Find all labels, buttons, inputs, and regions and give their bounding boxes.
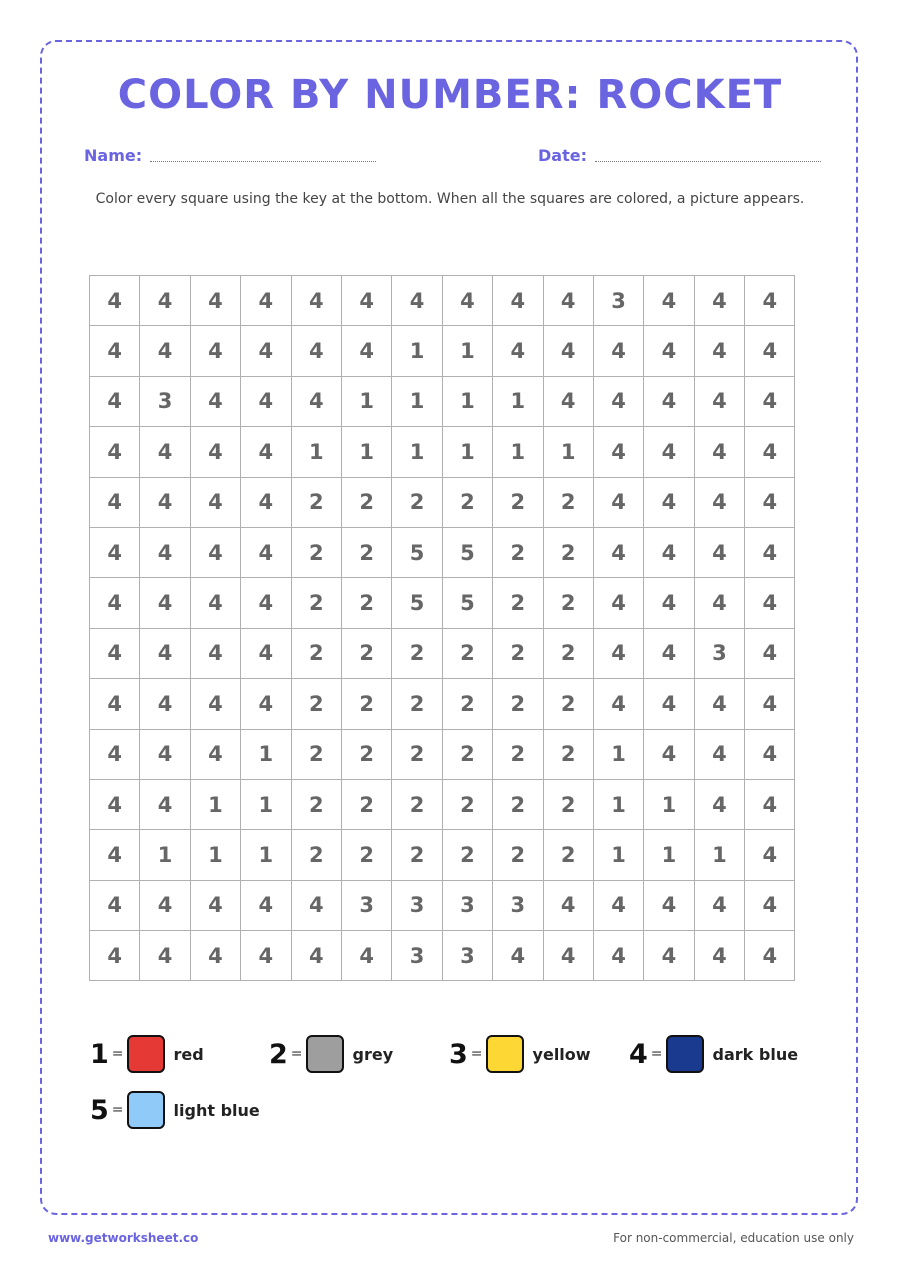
- grid-cell[interactable]: 4: [341, 276, 391, 326]
- grid-cell[interactable]: 2: [341, 729, 391, 779]
- grid-cell[interactable]: 2: [543, 679, 593, 729]
- grid-cell[interactable]: 4: [644, 578, 694, 628]
- grid-cell[interactable]: 4: [493, 326, 543, 376]
- grid-cell[interactable]: 2: [341, 830, 391, 880]
- grid-cell[interactable]: 4: [745, 729, 795, 779]
- date-field[interactable]: [538, 146, 821, 165]
- grid-cell[interactable]: 4: [140, 326, 190, 376]
- grid-cell[interactable]: 4: [140, 729, 190, 779]
- grid-cell[interactable]: 4: [341, 326, 391, 376]
- key-equals: =: [470, 1046, 483, 1062]
- grid-cell[interactable]: 2: [442, 779, 492, 829]
- grid-cell[interactable]: 4: [694, 427, 744, 477]
- grid-cell[interactable]: 2: [392, 729, 442, 779]
- grid-cell[interactable]: 4: [190, 628, 240, 678]
- grid-row: [90, 276, 795, 326]
- grid-row: [90, 931, 795, 981]
- grid-cell[interactable]: 4: [745, 477, 795, 527]
- grid-cell[interactable]: 4: [90, 880, 140, 930]
- grid-cell[interactable]: 4: [241, 578, 291, 628]
- grid-cell[interactable]: 2: [543, 779, 593, 829]
- grid-cell[interactable]: 2: [291, 477, 341, 527]
- grid-cell[interactable]: 2: [493, 830, 543, 880]
- grid-cell[interactable]: 4: [241, 628, 291, 678]
- key-equals: =: [650, 1046, 663, 1062]
- grid-cell[interactable]: 4: [442, 276, 492, 326]
- grid-cell[interactable]: 2: [291, 729, 341, 779]
- grid-cell[interactable]: 1: [442, 427, 492, 477]
- grid-row: [90, 628, 795, 678]
- grid-cell[interactable]: 3: [493, 880, 543, 930]
- usage-notice: For non-commercial, education use only: [613, 1231, 854, 1245]
- grid-cell[interactable]: 4: [694, 578, 744, 628]
- grid-cell[interactable]: 2: [543, 527, 593, 577]
- grid-cell[interactable]: 4: [644, 679, 694, 729]
- grid-cell[interactable]: 2: [291, 527, 341, 577]
- grid-cell[interactable]: 4: [644, 376, 694, 426]
- grid-cell[interactable]: 4: [644, 880, 694, 930]
- grid-cell[interactable]: 1: [241, 830, 291, 880]
- key-number: 5: [90, 1094, 109, 1126]
- grid-cell[interactable]: 4: [291, 880, 341, 930]
- grid-cell[interactable]: 2: [493, 779, 543, 829]
- grid-cell[interactable]: 4: [644, 326, 694, 376]
- grid-cell[interactable]: 2: [442, 628, 492, 678]
- grid-cell[interactable]: 4: [593, 326, 643, 376]
- number-grid: [89, 275, 795, 981]
- grid-cell[interactable]: 2: [442, 477, 492, 527]
- key-item-2: [269, 1035, 393, 1073]
- grid-cell[interactable]: 4: [190, 729, 240, 779]
- grid-cell[interactable]: 4: [241, 326, 291, 376]
- grid-cell[interactable]: 1: [392, 326, 442, 376]
- grid-cell[interactable]: 4: [140, 931, 190, 981]
- grid-cell[interactable]: 4: [90, 628, 140, 678]
- grid-cell[interactable]: 3: [694, 628, 744, 678]
- grid-row: [90, 830, 795, 880]
- key-color-name: grey: [352, 1044, 394, 1064]
- grid-cell[interactable]: 1: [392, 427, 442, 477]
- grid-cell[interactable]: 4: [90, 376, 140, 426]
- grid-cell[interactable]: 2: [493, 628, 543, 678]
- grid-cell[interactable]: 2: [291, 679, 341, 729]
- grid-cell[interactable]: 4: [241, 931, 291, 981]
- grid-cell[interactable]: 4: [694, 276, 744, 326]
- key-item-3: [449, 1035, 591, 1073]
- grid-row: [90, 326, 795, 376]
- grid-cell[interactable]: 4: [90, 427, 140, 477]
- grid-cell[interactable]: 4: [694, 931, 744, 981]
- grid-cell[interactable]: 4: [291, 931, 341, 981]
- grid-cell[interactable]: 2: [543, 578, 593, 628]
- grid-cell[interactable]: 4: [392, 276, 442, 326]
- name-field[interactable]: [84, 146, 376, 165]
- grid-cell[interactable]: 4: [543, 880, 593, 930]
- grid-cell[interactable]: 1: [543, 427, 593, 477]
- grid-cell[interactable]: 2: [341, 578, 391, 628]
- grid-cell[interactable]: 4: [593, 527, 643, 577]
- grid-cell[interactable]: 4: [90, 326, 140, 376]
- grid-cell[interactable]: 2: [392, 779, 442, 829]
- grid-cell[interactable]: 4: [140, 276, 190, 326]
- grid-row: [90, 880, 795, 930]
- grid-cell[interactable]: 3: [392, 880, 442, 930]
- grid-cell[interactable]: 2: [493, 729, 543, 779]
- grid-cell[interactable]: 2: [341, 679, 391, 729]
- grid-cell[interactable]: 1: [140, 830, 190, 880]
- grid-cell[interactable]: 1: [644, 830, 694, 880]
- grid-cell[interactable]: 1: [442, 376, 492, 426]
- grid-cell[interactable]: 4: [745, 578, 795, 628]
- grid-cell[interactable]: 5: [442, 527, 492, 577]
- grid-cell[interactable]: 4: [644, 527, 694, 577]
- grid-cell[interactable]: 4: [90, 527, 140, 577]
- grid-cell[interactable]: 2: [341, 527, 391, 577]
- key-number: 1: [90, 1038, 109, 1070]
- grid-cell[interactable]: 4: [291, 326, 341, 376]
- grid-cell[interactable]: 4: [190, 931, 240, 981]
- grid-cell[interactable]: 4: [493, 931, 543, 981]
- grid-cell[interactable]: 4: [745, 679, 795, 729]
- grid-cell[interactable]: 4: [644, 931, 694, 981]
- grid-cell[interactable]: 4: [291, 376, 341, 426]
- grid-cell[interactable]: 4: [241, 679, 291, 729]
- grid-cell[interactable]: 2: [442, 679, 492, 729]
- grid-cell[interactable]: 4: [90, 679, 140, 729]
- grid-cell[interactable]: 4: [745, 527, 795, 577]
- grid-cell[interactable]: 1: [241, 729, 291, 779]
- grid-cell[interactable]: 2: [392, 477, 442, 527]
- grid-cell[interactable]: 4: [543, 276, 593, 326]
- grid-cell[interactable]: 2: [543, 628, 593, 678]
- grid-cell[interactable]: 2: [291, 628, 341, 678]
- grid-cell[interactable]: 2: [543, 729, 593, 779]
- key-equals: =: [290, 1046, 303, 1062]
- key-color-name: yellow: [532, 1044, 591, 1064]
- grid-cell[interactable]: 4: [644, 427, 694, 477]
- grid-cell[interactable]: 5: [442, 578, 492, 628]
- grid-cell[interactable]: 2: [493, 477, 543, 527]
- grid-cell[interactable]: 4: [543, 376, 593, 426]
- key-item-4: [629, 1035, 798, 1073]
- grid-cell[interactable]: 4: [694, 326, 744, 376]
- grid-cell[interactable]: 4: [644, 628, 694, 678]
- color-swatch-red: [127, 1035, 165, 1073]
- grid-cell[interactable]: 4: [241, 477, 291, 527]
- grid-cell[interactable]: 5: [392, 578, 442, 628]
- grid-cell[interactable]: 4: [90, 729, 140, 779]
- grid-cell[interactable]: 4: [745, 326, 795, 376]
- date-line[interactable]: [595, 161, 821, 162]
- grid-cell[interactable]: 2: [392, 830, 442, 880]
- grid-row: [90, 679, 795, 729]
- grid-cell[interactable]: 1: [190, 779, 240, 829]
- grid-cell[interactable]: 4: [241, 880, 291, 930]
- grid-cell[interactable]: 4: [745, 880, 795, 930]
- grid-cell[interactable]: 4: [644, 729, 694, 779]
- grid-cell[interactable]: 2: [493, 527, 543, 577]
- grid-cell[interactable]: 1: [694, 830, 744, 880]
- grid-cell[interactable]: 4: [90, 578, 140, 628]
- grid-cell[interactable]: 2: [442, 830, 492, 880]
- grid-cell[interactable]: 1: [241, 779, 291, 829]
- color-swatch-yellow: [486, 1035, 524, 1073]
- grid-cell[interactable]: 4: [291, 276, 341, 326]
- grid-cell[interactable]: 1: [392, 376, 442, 426]
- grid-cell[interactable]: 4: [745, 376, 795, 426]
- grid-row: [90, 578, 795, 628]
- key-number: 3: [449, 1038, 468, 1070]
- grid-cell[interactable]: 4: [745, 628, 795, 678]
- grid-cell[interactable]: 4: [745, 276, 795, 326]
- grid-cell[interactable]: 4: [593, 427, 643, 477]
- grid-cell[interactable]: 4: [593, 578, 643, 628]
- grid-cell[interactable]: 4: [593, 376, 643, 426]
- grid-cell[interactable]: 2: [341, 477, 391, 527]
- grid-cell[interactable]: 4: [241, 527, 291, 577]
- grid-cell[interactable]: 4: [694, 376, 744, 426]
- grid-cell[interactable]: 4: [593, 931, 643, 981]
- grid-cell[interactable]: 4: [190, 880, 240, 930]
- grid-cell[interactable]: 4: [190, 679, 240, 729]
- grid-cell[interactable]: 4: [190, 527, 240, 577]
- date-label: Date:: [538, 146, 587, 165]
- key-equals: =: [111, 1046, 124, 1062]
- grid-cell[interactable]: 4: [745, 830, 795, 880]
- grid-cell[interactable]: 1: [493, 427, 543, 477]
- grid-cell[interactable]: 4: [745, 779, 795, 829]
- name-label: Name:: [84, 146, 143, 165]
- grid-cell[interactable]: 3: [442, 931, 492, 981]
- grid-cell[interactable]: 4: [140, 578, 190, 628]
- grid-cell[interactable]: 4: [543, 931, 593, 981]
- grid-cell[interactable]: 4: [190, 427, 240, 477]
- color-swatch-grey: [306, 1035, 344, 1073]
- key-number: 4: [629, 1038, 648, 1070]
- grid-cell[interactable]: 4: [140, 628, 190, 678]
- key-color-name: red: [173, 1044, 204, 1064]
- grid-row: [90, 376, 795, 426]
- grid-cell[interactable]: 2: [341, 779, 391, 829]
- key-color-name: dark blue: [712, 1044, 799, 1064]
- grid-row: [90, 427, 795, 477]
- grid-cell[interactable]: 4: [90, 779, 140, 829]
- grid-cell[interactable]: 4: [90, 830, 140, 880]
- grid-cell[interactable]: 4: [694, 880, 744, 930]
- grid-cell[interactable]: 2: [341, 628, 391, 678]
- grid-cell[interactable]: 1: [593, 729, 643, 779]
- grid-cell[interactable]: 4: [140, 427, 190, 477]
- grid-cell[interactable]: 4: [241, 276, 291, 326]
- grid-cell[interactable]: 4: [140, 527, 190, 577]
- grid-cell[interactable]: 4: [90, 477, 140, 527]
- grid-cell[interactable]: 3: [593, 276, 643, 326]
- grid-cell[interactable]: 1: [341, 376, 391, 426]
- grid-cell[interactable]: 1: [442, 326, 492, 376]
- grid-cell[interactable]: 1: [291, 427, 341, 477]
- grid-cell[interactable]: 1: [593, 779, 643, 829]
- grid-cell[interactable]: 1: [593, 830, 643, 880]
- website-link[interactable]: www.getworksheet.co: [48, 1231, 199, 1245]
- grid-cell[interactable]: 4: [745, 427, 795, 477]
- grid-cell[interactable]: 4: [694, 679, 744, 729]
- grid-row: [90, 729, 795, 779]
- grid-cell[interactable]: 1: [644, 779, 694, 829]
- grid-cell[interactable]: 4: [190, 276, 240, 326]
- grid-cell[interactable]: 4: [190, 578, 240, 628]
- grid-cell[interactable]: 4: [644, 276, 694, 326]
- grid-cell[interactable]: 2: [493, 679, 543, 729]
- grid-cell[interactable]: 2: [493, 578, 543, 628]
- grid-cell[interactable]: 4: [140, 477, 190, 527]
- grid-cell[interactable]: 4: [493, 276, 543, 326]
- grid-cell[interactable]: 3: [442, 880, 492, 930]
- grid-cell[interactable]: 4: [190, 477, 240, 527]
- grid-cell[interactable]: 2: [392, 679, 442, 729]
- grid-cell[interactable]: 4: [90, 276, 140, 326]
- grid-cell[interactable]: 1: [341, 427, 391, 477]
- key-color-name: light blue: [173, 1100, 260, 1120]
- grid-cell[interactable]: 4: [644, 477, 694, 527]
- grid-cell[interactable]: 4: [593, 880, 643, 930]
- grid-cell[interactable]: 4: [745, 931, 795, 981]
- name-line[interactable]: [150, 161, 376, 162]
- grid-cell[interactable]: 4: [593, 477, 643, 527]
- grid-cell[interactable]: 4: [190, 376, 240, 426]
- grid-cell[interactable]: 4: [593, 628, 643, 678]
- grid-cell[interactable]: 2: [291, 578, 341, 628]
- grid-cell[interactable]: 4: [694, 779, 744, 829]
- grid-cell[interactable]: 4: [140, 880, 190, 930]
- key-item-1: [90, 1035, 204, 1073]
- grid-cell[interactable]: 2: [392, 628, 442, 678]
- key-number: 2: [269, 1038, 288, 1070]
- grid-cell[interactable]: 1: [493, 376, 543, 426]
- color-swatch-light-blue: [127, 1091, 165, 1129]
- grid-cell[interactable]: 2: [543, 830, 593, 880]
- grid-cell[interactable]: 4: [90, 931, 140, 981]
- grid-cell[interactable]: 4: [593, 679, 643, 729]
- grid-cell[interactable]: 3: [392, 931, 442, 981]
- grid-cell[interactable]: 3: [140, 376, 190, 426]
- page-title: COLOR BY NUMBER: ROCKET: [117, 72, 783, 118]
- grid-cell[interactable]: 2: [543, 477, 593, 527]
- instructions: Color every square using the key at the bottom. When all the squares are colored, a picture appears.: [95, 191, 805, 207]
- key-equals: =: [111, 1102, 124, 1118]
- grid-cell[interactable]: 4: [140, 779, 190, 829]
- grid-cell[interactable]: 2: [291, 779, 341, 829]
- grid-cell[interactable]: 2: [291, 830, 341, 880]
- grid-row: [90, 779, 795, 829]
- color-swatch-dark-blue: [666, 1035, 704, 1073]
- key-item-5: [90, 1091, 260, 1129]
- grid-cell[interactable]: 4: [241, 427, 291, 477]
- grid-cell[interactable]: 1: [190, 830, 240, 880]
- grid-cell[interactable]: 5: [392, 527, 442, 577]
- grid-cell[interactable]: 4: [341, 931, 391, 981]
- grid-cell[interactable]: 3: [341, 880, 391, 930]
- grid-cell[interactable]: 4: [140, 679, 190, 729]
- grid-cell[interactable]: 4: [694, 527, 744, 577]
- grid-row: [90, 477, 795, 527]
- grid-cell[interactable]: 4: [694, 729, 744, 779]
- grid-cell[interactable]: 4: [190, 326, 240, 376]
- grid-cell[interactable]: 4: [241, 376, 291, 426]
- grid-row: [90, 527, 795, 577]
- grid-cell[interactable]: 4: [543, 326, 593, 376]
- grid-cell[interactable]: 4: [694, 477, 744, 527]
- grid-cell[interactable]: 2: [442, 729, 492, 779]
